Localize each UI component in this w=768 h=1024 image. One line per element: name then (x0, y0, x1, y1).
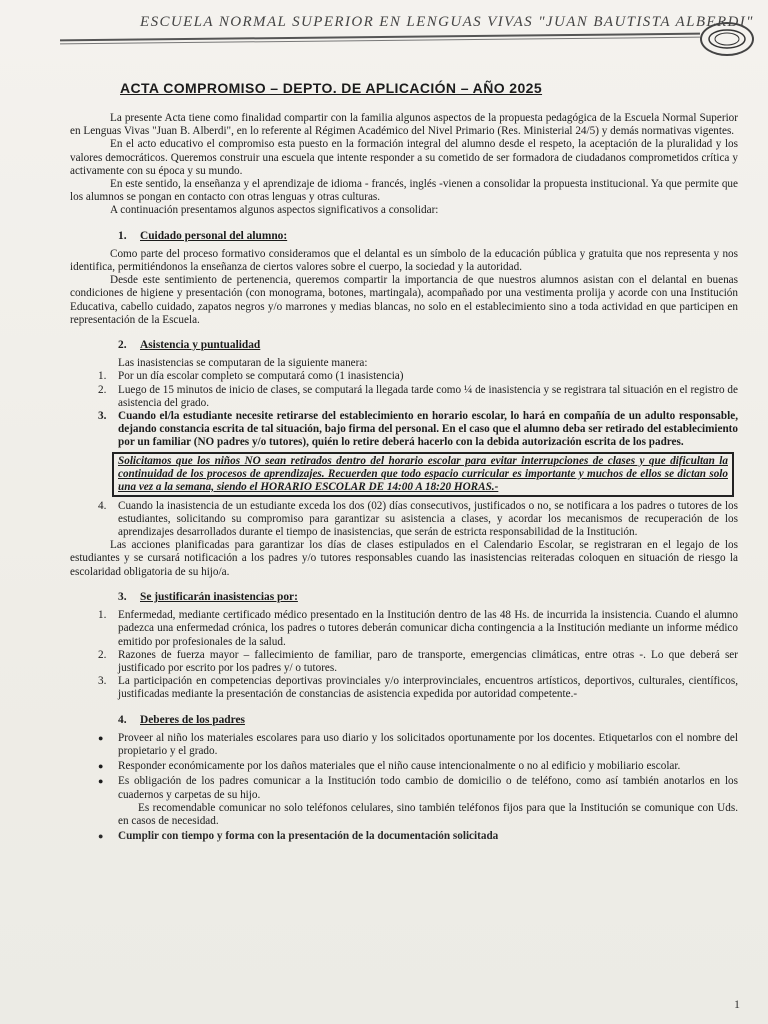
list-item (70, 410, 738, 450)
list-marker: 2. (98, 648, 107, 661)
list-marker: 3. (98, 410, 107, 423)
list-item (70, 760, 738, 773)
list-item (70, 370, 738, 383)
section-4-heading (118, 714, 738, 727)
section-title: Asistencia y puntualidad (140, 339, 261, 352)
list-item-text: Cuando la inasistencia de un estudiante exceda los dos (02) días consecutivos, justificados o no, se notificara a los padres o tutores de los estudiantes, solicitando su compromiso para garantizar su asistencia a clases, y acordar los mecanismos de recuperación de los aprendizajes desarrollados durante el tiempo de inasistencias, que serán de estricta responsabilidad de la Institución. (118, 499, 738, 539)
list-item (70, 649, 738, 675)
list-item-text: Es obligación de los padres comunicar a la Institución todo cambio de domicilio o de teléfono, como así también anotarlos en los cuadernos y carpetas de su hijo. (118, 775, 738, 801)
justified-absences-list (70, 609, 738, 701)
intro-paragraph-1: La presente Acta tiene como finalidad compartir con la familia algunos aspectos de la propuesta pedagógica de la Escuela Normal Superior en Lenguas Vivas "Juan B. Alberdi", en lo referente al Régimen Académico del Nivel Primario (Res. Ministerial 24/5) y demás normativas vigentes. (70, 112, 738, 138)
list-item (70, 609, 738, 649)
section-number: 3. (118, 590, 127, 603)
list-item (70, 775, 738, 828)
list-marker: 4. (98, 499, 107, 512)
list-marker: 2. (98, 383, 107, 396)
section-2-lead: Las inasistencias se computaran de la siguiente manera: (118, 357, 368, 370)
list-item-text: La participación en competencias deportivas provinciales y/o interprovinciales, encuentros artísticos, deportivos, culturales, científicos, justificadas mediante la presentación de constancias de asistencia expedida por autoridad competente.- (118, 675, 738, 701)
school-logo (700, 22, 754, 56)
list-item (70, 830, 738, 843)
section-2-heading (118, 339, 738, 352)
list-item-text: Razones de fuerza mayor – fallecimiento de familiar, paro de transporte, emergencias climáticas, entre otras -. Lo que deberá ser justificado por escrito por los padres y/ o tutores. (118, 648, 738, 674)
school-logo-icon (707, 28, 747, 50)
list-item (70, 500, 738, 540)
list-marker: 1. (98, 370, 107, 383)
list-item-text: Cuando el/la estudiante necesite retirarse del establecimiento en horario escolar, lo hará en compañía de un adulto responsable, dejando constancia escrita de tal situación, bajo firma del personal. En el caso que el alumno deba ser retirado del establecimiento por un familiar (NO padres y/o tutores), quién lo retire deberá hacerlo con la debida autorización escrita de los padres. (118, 410, 738, 449)
section-number: 2. (118, 339, 127, 352)
bullet-icon: ● (98, 776, 104, 787)
section-title: Cuidado personal del alumno: (140, 229, 288, 242)
bullet-icon: ● (98, 831, 104, 842)
page-number: 1 (734, 997, 740, 1011)
section-1-paragraph-1: Como parte del proceso formativo consideramos que el delantal es un símbolo de la educación pública y gratuita que nos representa y nos identifica, permitiéndonos la enseñanza de ciertos valores sobre el cuerpo, la sociedad y la autoridad. (70, 247, 738, 274)
attendance-list (70, 370, 738, 449)
list-item-text: Luego de 15 minutos de inicio de clases, se computará la llegada tarde como ¼ de inasistencia y se registrara tal situación en el registro de asistencia del grado. (118, 383, 738, 409)
list-item (70, 675, 738, 701)
list-item-text: Cumplir con tiempo y forma con la presentación de la documentación solicitada (118, 830, 499, 843)
list-item-text: Enfermedad, mediante certificado médico presentado en la Institución dentro de las 48 Hs. de incurrida la insistencia. Cuando el alumno padezca una enfermedad crónica, los padres o tutores deberán comunicar dicha contingencia a la Institución mediante un informe médico emitido por profesionales de la salud. (118, 609, 738, 648)
intro-paragraph-3: En este sentido, la enseñanza y el aprendizaje de idioma - francés, inglés -vienen a consolidar la propuesta institucional. Ya que permite que los alumnos se pongan en contacto con otras lenguas y otras culturas. (70, 178, 738, 204)
list-marker: 1. (98, 609, 107, 622)
bullet-icon: ● (98, 761, 104, 772)
section-number: 1. (118, 229, 127, 242)
section-title: Deberes de los padres (140, 713, 245, 726)
list-item-text: Por un día escolar completo se computará como (1 inasistencia) (118, 370, 404, 383)
list-item (70, 732, 738, 758)
section-title: Se justificarán inasistencias por: (140, 590, 298, 603)
list-item (70, 384, 738, 410)
parent-duties-list (70, 732, 738, 844)
list-item-text: Proveer al niño los materiales escolares para uso diario y los solicitados oportunamente por los docentes. Etiquetarlos con el nombre del propietario y el grado. (118, 731, 738, 757)
bullet-icon: ● (98, 732, 104, 743)
section-1-paragraph-2: Desde este sentimiento de pertenencia, queremos compartir la importancia de que nuestros alumnos asistan con el delantal en buenas condiciones de higiene y presentación (con monograma, botones, martingala), acompañado por una vestimenta prolija y acorde con una Institución Educativa, cabello cuidado, zapatos negros y/o marrones y medias blancas, no solo en el establecimiento sino a toda actividad en que participen en representación de la Escuela. (70, 274, 738, 326)
document-title: ACTA COMPROMISO – DEPTO. DE APLICACIÓN – AÑO 2025 (120, 80, 543, 96)
institution-header: ESCUELA NORMAL SUPERIOR EN LENGUAS VIVAS "JUAN BAUTISTA ALBERDI" (140, 14, 754, 30)
list-item-text: Responder económicamente por los daños materiales que el niño cause intencionalmente o no al edificio y mobiliario escolar. (118, 760, 681, 773)
section-3-heading (118, 591, 738, 604)
section-number: 4. (118, 713, 127, 726)
school-hours-notice: Solicitamos que los niños NO sean retirados dentro del horario escolar para evitar interrupciones de clases y que dificultan la continuidad de los procesos de aprendizajes. Recuerden que todo espacio curricular es importante y muchos de ellos se dictan solo una vez a la semana, siendo el HORARIO ESCOLAR DE 14:00 A 18:20 HORAS.- (112, 452, 734, 497)
section-2-closing: Las acciones planificadas para garantizar los días de clases estipulados en el Calendario Escolar, se registraran en el legajo de los estudiantes y se cursará notificación a los padres y/o tutores responsables cuando las inasistencias reiteradas coloquen en situación de riesgo la escolaridad obligatoria de su hijo/a. (70, 539, 738, 578)
section-1-heading (118, 230, 738, 243)
list-marker: 3. (98, 675, 107, 688)
phone-note: Es recomendable comunicar no solo teléfonos celulares, sino también teléfonos fijos para que la Institución se comunique con Uds. en casos de necesidad. (118, 801, 738, 827)
intro-paragraph-2: En el acto educativo el compromiso esta puesto en la formación integral del alumno desde el respeto, la aceptación de la pluralidad y los valores democráticos. Queremos construir una escuela que intente responder a su cometido de ser formadora de ciudadanos comprometidos crítica y activamente con su época y su mundo. (70, 138, 738, 177)
document-body (70, 112, 738, 845)
attendance-list-continued (70, 500, 738, 540)
intro-paragraph-4: A continuación presentamos algunos aspectos significativos a consolidar: (110, 204, 439, 217)
